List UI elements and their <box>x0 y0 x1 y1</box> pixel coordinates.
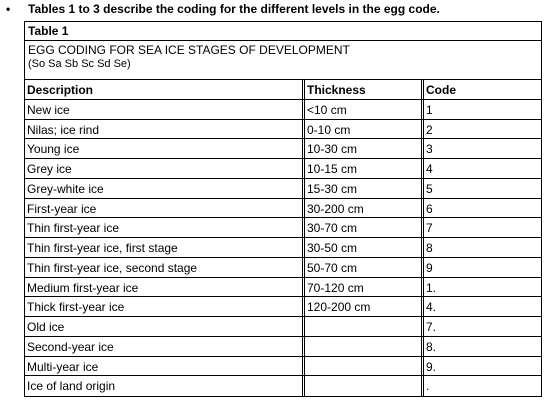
thickness-cell <box>305 376 424 396</box>
thickness-cell: 50-70 cm <box>305 258 424 277</box>
table-row <box>25 120 541 140</box>
thickness-cell <box>305 317 424 336</box>
thickness-cell: 0-10 cm <box>305 120 424 139</box>
code-cell: 1. <box>426 280 437 295</box>
thickness-cell: 15-30 cm <box>305 179 424 198</box>
thickness-cell: <10 cm <box>305 100 424 119</box>
description-cell: Young ice <box>25 139 305 158</box>
table-row <box>25 199 541 219</box>
description-cell: Thin first-year ice, first stage <box>25 238 305 257</box>
column-header-description: Description <box>25 80 305 99</box>
description-cell: Thick first-year ice <box>25 297 305 316</box>
column-header-code: Code <box>426 83 456 97</box>
table-row <box>25 337 541 357</box>
thickness-cell: 10-15 cm <box>305 159 424 178</box>
table-heading <box>25 41 541 80</box>
table-row <box>25 159 541 179</box>
thickness-cell: 30-200 cm <box>305 199 424 218</box>
code-cell: 7. <box>426 320 437 334</box>
description-cell: Grey-white ice <box>25 179 305 198</box>
description-cell: New ice <box>25 100 305 119</box>
thickness-cell: 30-70 cm <box>305 218 424 237</box>
description-cell: First-year ice <box>25 199 305 218</box>
table-grid <box>25 80 541 396</box>
table-row <box>25 218 541 238</box>
code-cell: 9. <box>426 359 437 374</box>
code-cell: 6 <box>426 201 433 216</box>
table-subtitle: (So Sa Sb Sc Sd Se) <box>28 58 131 70</box>
thickness-cell: 70-120 cm <box>305 278 424 297</box>
code-cell: 9 <box>426 260 433 275</box>
description-cell: Nilas; ice rind <box>25 120 305 139</box>
thickness-cell: 30-50 cm <box>305 238 424 257</box>
thickness-cell: 120-200 cm <box>305 297 424 316</box>
table-row <box>25 278 541 298</box>
table-caption: Table 1 <box>25 22 541 41</box>
description-cell: Thin first-year ice <box>25 218 305 237</box>
table-row <box>25 376 541 396</box>
description-cell: Thin first-year ice, second stage <box>25 258 305 277</box>
code-cell: 7 <box>426 221 433 236</box>
table-row <box>25 139 541 159</box>
description-cell: Second-year ice <box>25 337 305 356</box>
table-row <box>25 357 541 377</box>
table-title: EGG CODING FOR SEA ICE STAGES OF DEVELOPMENT <box>28 43 350 57</box>
table-row <box>25 238 541 258</box>
code-cell: . <box>426 379 430 394</box>
description-cell: Grey ice <box>25 159 305 178</box>
code-cell: 4. <box>426 300 437 315</box>
column-header-thickness: Thickness <box>305 80 424 99</box>
egg-code-table <box>24 21 542 397</box>
bullet-icon: • <box>6 2 11 16</box>
table-header-row <box>25 80 541 100</box>
code-cell: 3 <box>426 142 433 157</box>
code-cell: 8 <box>426 241 433 255</box>
description-cell: Multi-year ice <box>25 357 305 376</box>
table-row <box>25 100 541 120</box>
code-cell: 5 <box>426 181 433 196</box>
table-row <box>25 297 541 317</box>
thickness-cell <box>305 337 424 356</box>
table-row <box>25 258 541 278</box>
intro-line <box>6 2 546 18</box>
description-cell: Old ice <box>25 317 305 336</box>
thickness-cell <box>305 357 424 376</box>
code-cell: 4 <box>426 162 433 176</box>
thickness-cell: 10-30 cm <box>305 139 424 158</box>
code-cell: 2 <box>426 122 433 137</box>
description-cell: Ice of land origin <box>25 376 305 396</box>
code-cell: 8. <box>426 339 437 354</box>
code-cell: 1 <box>426 102 433 117</box>
table-row <box>25 317 541 337</box>
table-row <box>25 179 541 199</box>
description-cell: Medium first-year ice <box>25 278 305 297</box>
intro-text: Tables 1 to 3 describe the coding for the different levels in the egg code. <box>28 2 440 16</box>
